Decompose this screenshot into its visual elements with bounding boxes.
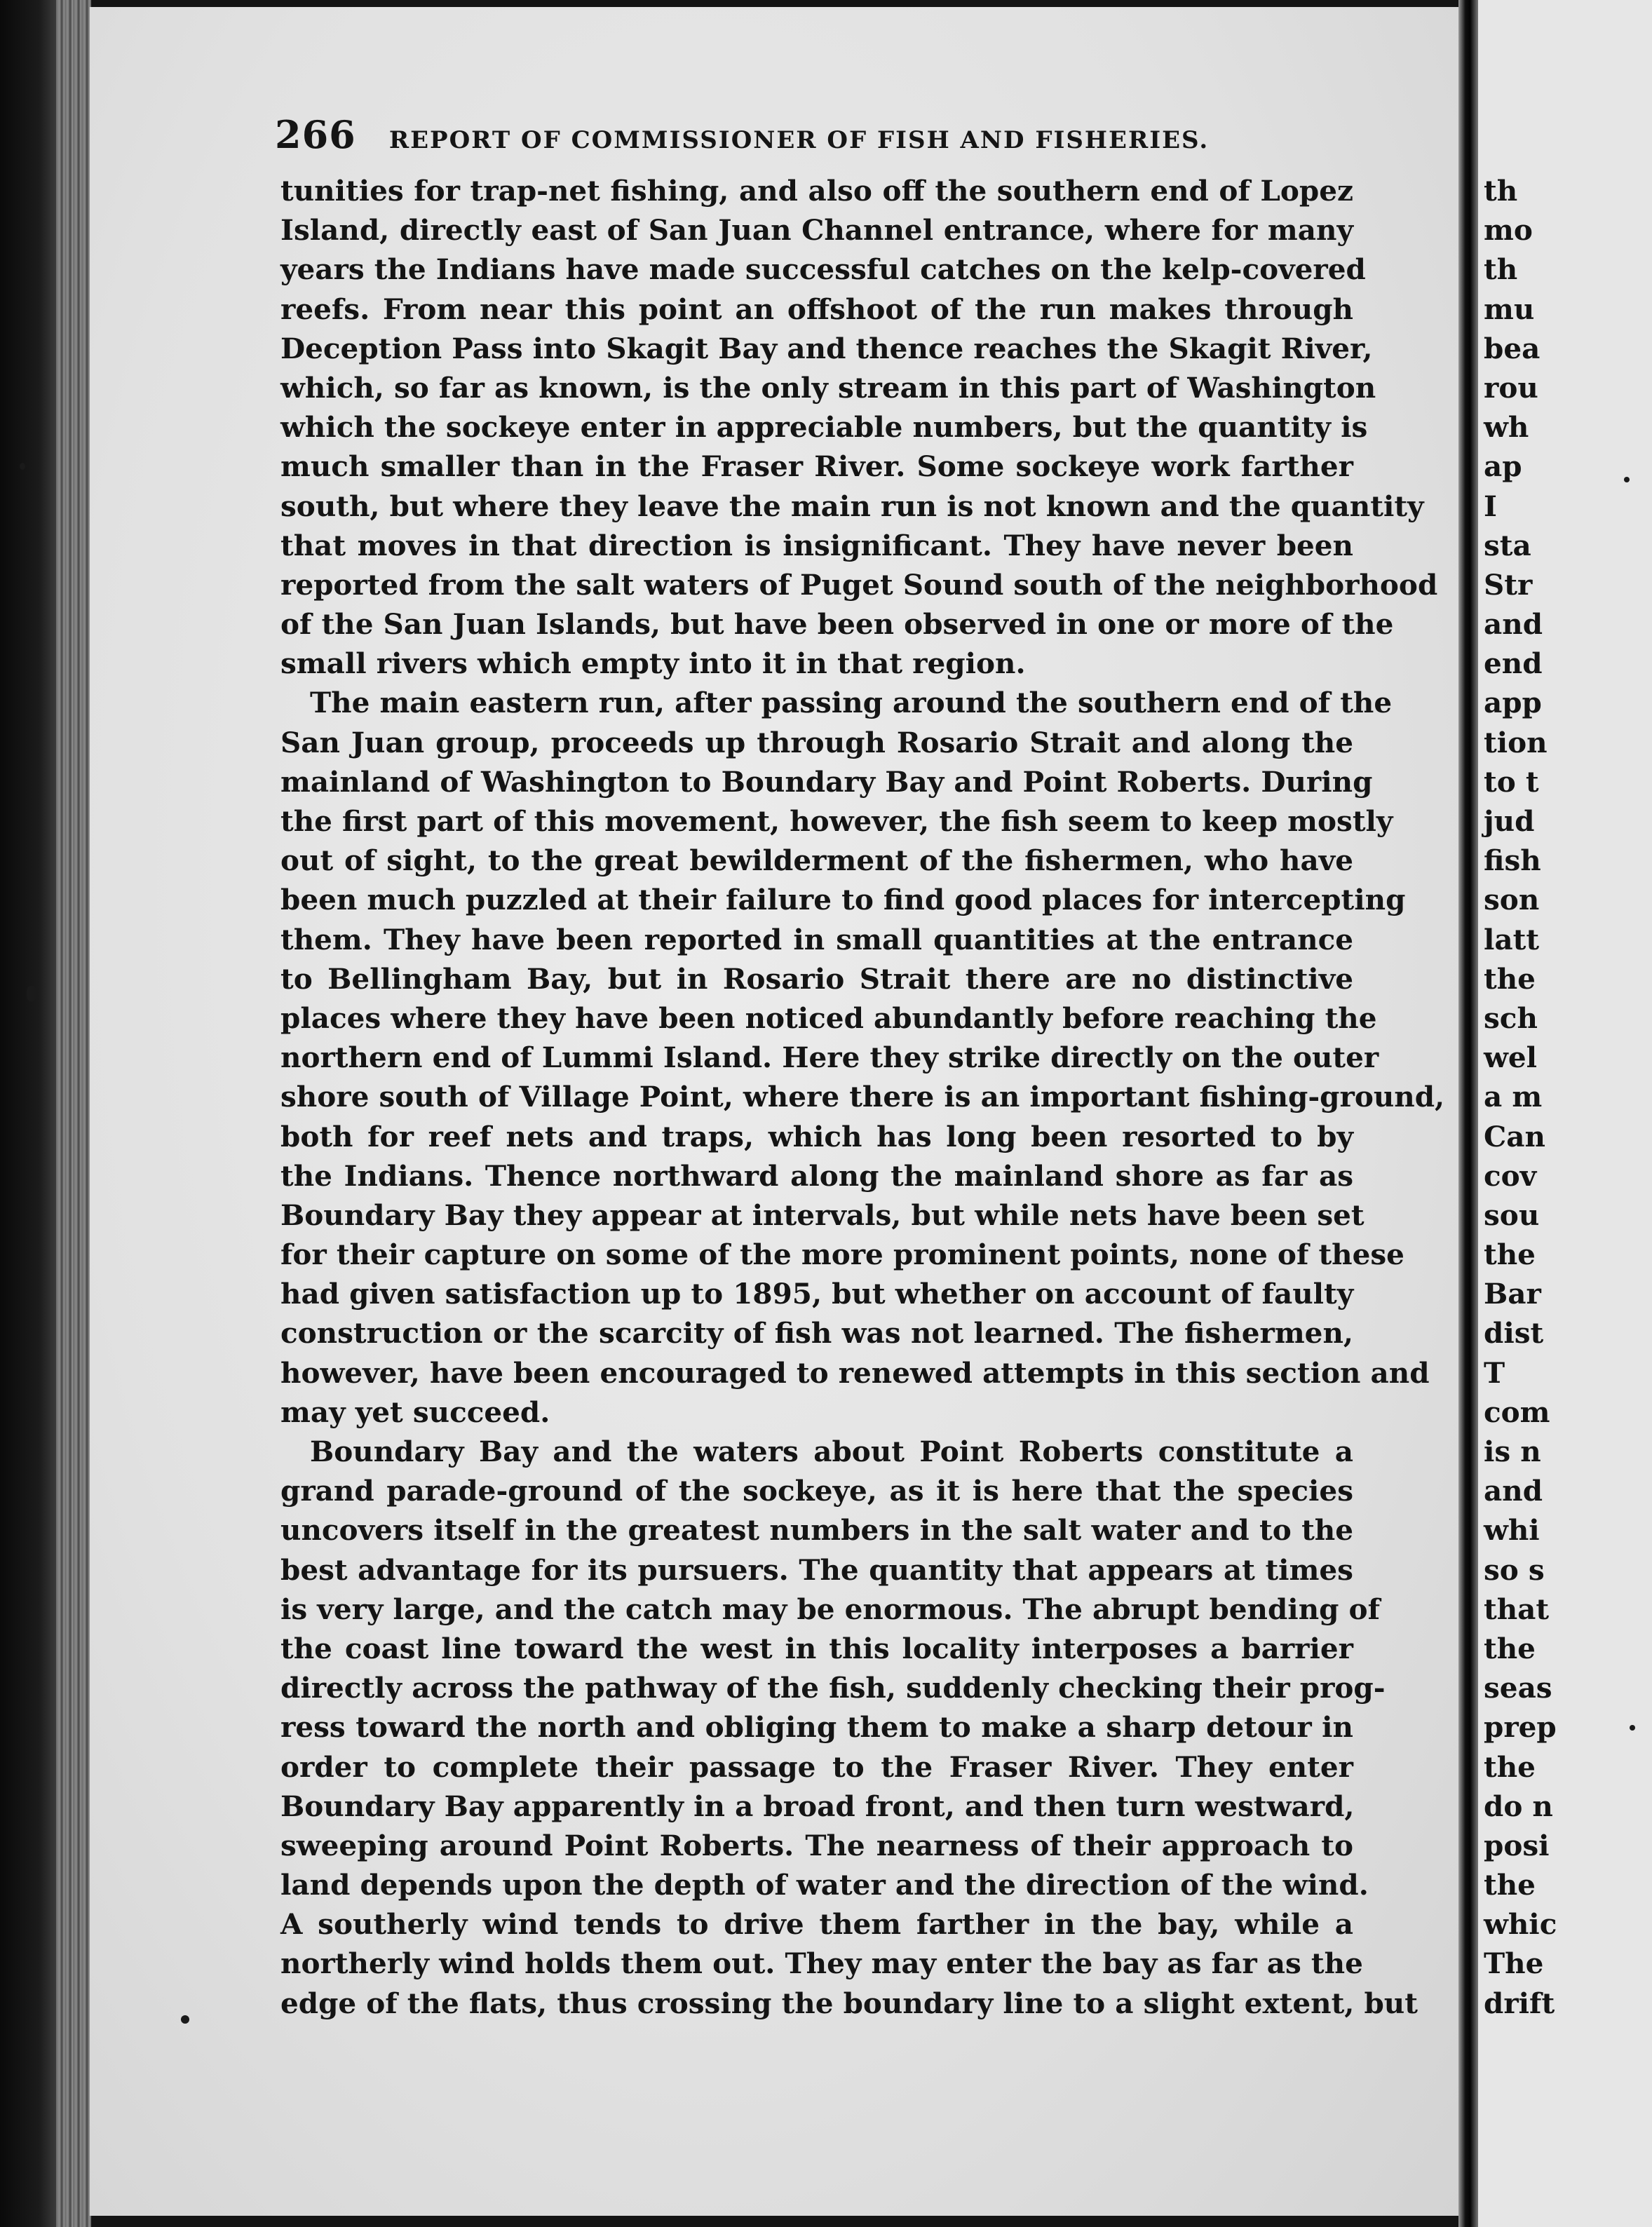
facing-page-line: seas (1484, 1671, 1552, 1705)
facing-page-line: The (1484, 1947, 1544, 1981)
paragraph (280, 171, 1438, 683)
text-line: mainland of Washington to Boundary Bay and Point Roberts. During (280, 764, 1373, 799)
facing-page-line: wel (1484, 1041, 1538, 1075)
text-line: directly across the pathway of the fish, suddenly checking their prog- (280, 1671, 1386, 1705)
text-line: may yet succeed. (280, 1395, 550, 1429)
text-line: order to complete their passage to the Fraser River. They enter (280, 1749, 1353, 1784)
text-line: south, but where they leave the main run is not known and the quantity (280, 489, 1424, 523)
facing-page-line: whic (1484, 1907, 1557, 1942)
page-edges (56, 0, 91, 2227)
facing-page-line: drift (1484, 1986, 1555, 2020)
facing-page-line: wh (1484, 410, 1529, 445)
facing-page-line: and (1484, 607, 1543, 642)
facing-page-line: end (1484, 647, 1543, 681)
text-line: years the Indians have made successful catches on the kelp-covered (280, 252, 1366, 287)
text-line: out of sight, to the great bewilderment of the fishermen, who have (280, 844, 1353, 878)
facing-page-line: jud (1484, 804, 1535, 838)
body-text (280, 171, 1445, 2023)
facing-page-line: T (1484, 1355, 1505, 1390)
text-line: Boundary Bay and the waters about Point Roberts constitute a (310, 1435, 1353, 1468)
facing-page-line: that (1484, 1592, 1550, 1626)
text-line: of the San Juan Islands, but have been observed in one or more of the (280, 607, 1394, 642)
facing-page-line: Bar (1484, 1277, 1541, 1311)
text-line: had given satisfaction up to 1895, but whether on account of faulty (280, 1277, 1354, 1311)
paragraph (280, 683, 1445, 1432)
facing-page-line: do n (1484, 1789, 1553, 1823)
facing-page-line: th (1484, 252, 1518, 287)
text-line: ress toward the north and obliging them to make a sharp detour in (280, 1710, 1353, 1745)
running-head (275, 112, 1257, 157)
text-line: which, so far as known, is the only stream in this part of Washington (280, 370, 1376, 405)
facing-page-line: so s (1484, 1552, 1545, 1587)
facing-page-line: the (1484, 961, 1536, 996)
facing-page-line: com (1484, 1395, 1550, 1429)
text-line: small rivers which empty into it in that region. (280, 647, 1026, 681)
facing-page-line: prep (1484, 1710, 1557, 1745)
facing-page-line: tion (1484, 725, 1548, 759)
text-line: grand parade-ground of the sockeye, as it is here that the species (280, 1474, 1353, 1508)
text-line: the coast line toward the west in this locality interposes a barrier (280, 1631, 1353, 1665)
facing-page-line: app (1484, 686, 1542, 720)
page-number: 266 (275, 112, 356, 157)
text-line: Island, directly east of San Juan Channel entrance, where for many (280, 213, 1353, 248)
facing-page-line: mu (1484, 292, 1535, 326)
facing-page-line: I (1484, 489, 1497, 523)
facing-page-line: posi (1484, 1828, 1550, 1862)
text-line: which the sockeye enter in appreciable numbers, but the quantity is (280, 410, 1368, 445)
facing-page-line: th (1484, 174, 1518, 208)
facing-page-line: dist (1484, 1316, 1544, 1351)
paragraph (280, 1432, 1418, 2023)
facing-page-line: sch (1484, 1001, 1538, 1035)
text-line: Boundary Bay they appear at intervals, but while nets have been set (280, 1198, 1365, 1232)
facing-page-line: mo (1484, 213, 1533, 248)
text-line: to Bellingham Bay, but in Rosario Strait there are no distinctive (280, 961, 1353, 996)
text-line: tunities for trap-net fishing, and also off the southern end of Lopez (280, 174, 1353, 208)
facing-page-line: bea (1484, 331, 1541, 365)
facing-page-line: the (1484, 1238, 1536, 1272)
text-line: northerly wind holds them out. They may enter the bay as far as the (280, 1947, 1363, 1981)
facing-page-line: ap (1484, 449, 1522, 484)
text-line: that moves in that direction is insignificant. They have never been (280, 528, 1353, 562)
facing-page-line: a m (1484, 1080, 1543, 1114)
text-line: construction or the scarcity of fish was not learned. The fishermen, (280, 1316, 1353, 1351)
facing-page-line: Str (1484, 567, 1533, 602)
text-line: sweeping around Point Roberts. The nearness of their approach to (280, 1828, 1353, 1862)
binding-shadow (0, 0, 56, 2227)
text-line: best advantage for its pursuers. The quantity that appears at times (280, 1552, 1353, 1587)
facing-page-line: the (1484, 1868, 1536, 1902)
facing-page-line: to t (1484, 764, 1539, 799)
text-line: A southerly wind tends to drive them farther in the bay, while a (280, 1907, 1353, 1942)
text-line: places where they have been noticed abundantly before reaching the (280, 1001, 1377, 1035)
facing-page-line: the (1484, 1631, 1536, 1665)
text-line: both for reef nets and traps, which has long been resorted to by (280, 1119, 1353, 1153)
text-line: however, have been encouraged to renewed attempts in this section and (280, 1355, 1430, 1390)
facing-page-line: sou (1484, 1198, 1540, 1232)
facing-page-line: and (1484, 1474, 1543, 1508)
text-line: Deception Pass into Skagit Bay and thence reaches the Skagit River, (280, 331, 1373, 365)
text-line: uncovers itself in the greatest numbers in the salt water and to the (280, 1513, 1353, 1548)
ink-speck (1630, 1725, 1635, 1731)
facing-page-line: Can (1484, 1119, 1545, 1153)
text-line: is very large, and the catch may be enormous. The abrupt bending of (280, 1592, 1380, 1626)
running-head-title: REPORT OF COMMISSIONER OF FISH AND FISHERIES. (388, 126, 1210, 154)
text-line: much smaller than in the Fraser River. Some sockeye work farther (280, 449, 1353, 484)
text-line: them. They have been reported in small quantities at the entrance (280, 922, 1353, 956)
ink-speck (181, 2015, 189, 2024)
text-line: northern end of Lummi Island. Here they strike directly on the outer (280, 1041, 1379, 1075)
text-line: land depends upon the depth of water and the direction of the wind. (280, 1868, 1369, 1902)
facing-page-line: fish (1484, 844, 1541, 878)
text-line: for their capture on some of the more prominent points, none of these (280, 1238, 1404, 1272)
ink-speck (27, 986, 36, 1001)
facing-page-line: is n (1484, 1435, 1541, 1468)
facing-page-line: cov (1484, 1158, 1537, 1193)
text-line: edge of the flats, thus crossing the boundary line to a slight extent, but (280, 1986, 1418, 2020)
ink-speck (1624, 477, 1630, 482)
text-line: reported from the salt waters of Puget Sound south of the neighborhood (280, 567, 1438, 602)
facing-page-line: latt (1484, 922, 1540, 956)
text-line: San Juan group, proceeds up through Rosario Strait and along the (280, 725, 1353, 759)
facing-page-line: rou (1484, 370, 1538, 405)
text-line: Boundary Bay apparently in a broad front, and then turn westward, (280, 1789, 1355, 1823)
facing-page-line: the (1484, 1749, 1536, 1784)
text-line: shore south of Village Point, where there is an important fishing-ground, (280, 1080, 1445, 1114)
text-line: the Indians. Thence northward along the mainland shore as far as (280, 1158, 1353, 1193)
text-line: The main eastern run, after passing around the southern end of the (310, 686, 1393, 720)
book-gutter (1458, 0, 1478, 2227)
facing-page-line: son (1484, 883, 1540, 917)
text-line: been much puzzled at their failure to find good places for intercepting (280, 883, 1406, 917)
facing-page-text (1484, 171, 1652, 2023)
text-line: reefs. From near this point an offshoot of the run makes through (280, 292, 1353, 326)
facing-page-line: whi (1484, 1513, 1540, 1548)
ink-speck (20, 463, 25, 470)
text-line: the first part of this movement, however, the fish seem to keep mostly (280, 804, 1393, 838)
facing-page-line: sta (1484, 528, 1531, 562)
